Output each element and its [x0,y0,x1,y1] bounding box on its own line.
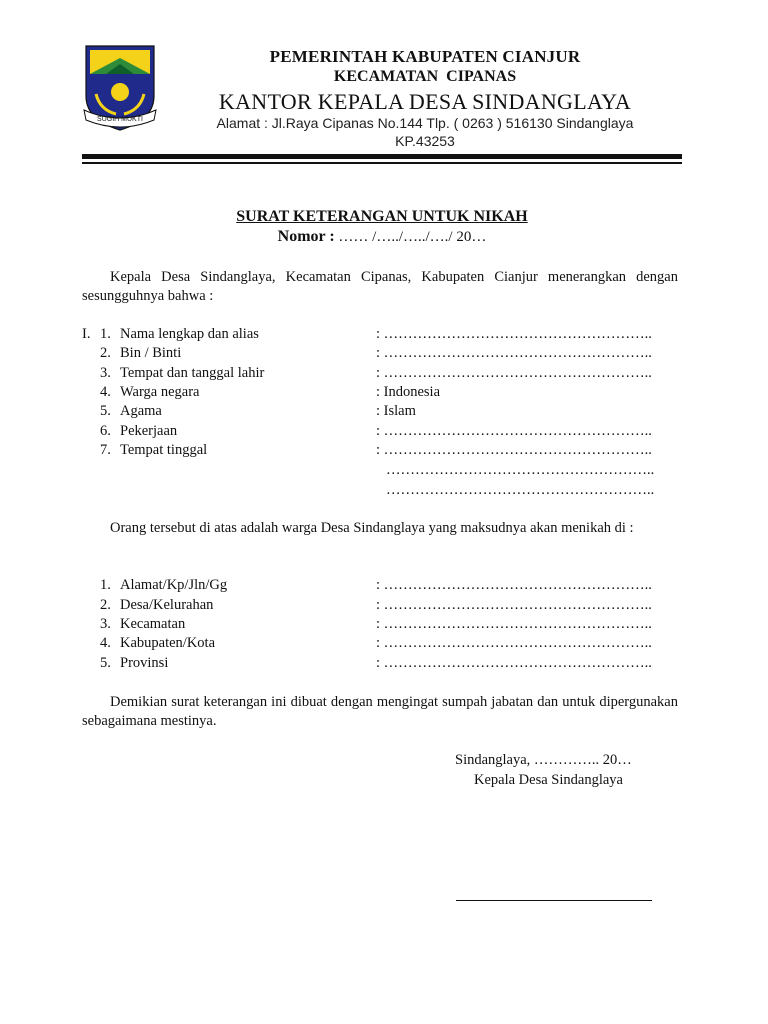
field-row [100,422,700,441]
field-number: 3. [100,365,111,381]
field-number: 4. [100,635,111,651]
field-number: 2. [100,597,111,613]
field-label: Agama [120,403,162,419]
field-value: : ……………………………………………….. [376,442,652,458]
middle-text: Orang tersebut di atas adalah warga Desa Sindanglaya yang maksudnya akan menikah di : [110,520,634,536]
closing-text: Demikian surat keterangan ini dibuat dengan mengingat sumpah jabatan dan untuk dipergunakan sebagaimana mestinya. [82,694,678,729]
header-address: Alamat : Jl.Raya Cipanas No.144 Tlp. ( 0263 ) 516130 Sindanglaya [216,115,634,131]
header-district: KECAMATAN CIPANAS [333,68,517,85]
header-divider-thin [82,162,682,164]
field-value: : ……………………………………………….. [376,635,652,651]
field-value: : ……………………………………………….. [376,423,652,439]
document-number [82,228,682,246]
field-value: : Islam [376,403,416,419]
field-label: Warga negara [120,384,200,400]
field-label: Tempat dan tanggal lahir [120,365,265,381]
field-row [100,615,700,634]
signature-place-date: Sindanglaya, ………….. 20… [455,752,632,768]
address-continuation-line: ……………………………………………….. [386,482,655,498]
document-number-value: …… /…../…../…./ 20… [338,229,487,245]
field-label: Nama lengkap dan alias [120,326,259,342]
field-value: : ……………………………………………….. [376,655,652,671]
field-value: : ……………………………………………….. [376,365,652,381]
field-row [100,441,700,460]
field-row [100,325,700,344]
field-number: 3. [100,616,111,632]
section-marker: I. [82,326,91,342]
header-postal-code: KP.43253 [395,133,455,149]
field-number: 1. [100,577,111,593]
field-number: 7. [100,442,111,458]
field-row [100,364,700,383]
field-number: 4. [100,384,111,400]
field-number: 1. [100,326,111,342]
closing-paragraph [82,693,678,731]
field-label: Bin / Binti [120,345,182,361]
logo-ribbon-text: SUGIH MUKTI [97,116,143,123]
field-label: Alamat/Kp/Jln/Gg [120,577,228,593]
field-row [100,654,700,673]
field-row [100,596,700,615]
document-number-label: Nomor : [277,228,335,245]
header-divider-thick [82,154,682,159]
field-value: : ……………………………………………….. [376,597,652,613]
regency-emblem-logo [82,44,158,132]
field-row [100,402,700,421]
header-office: KANTOR KEPALA DESA SINDANGLAYA [218,89,632,114]
field-label: Desa/Kelurahan [120,597,214,613]
intro-paragraph [82,268,678,306]
signature-title: Kepala Desa Sindanglaya [474,772,623,788]
field-number: 5. [100,655,111,671]
field-value: : ……………………………………………….. [376,616,652,632]
field-row [100,383,700,402]
middle-paragraph [82,519,678,538]
field-row [100,344,700,363]
field-label: Kecamatan [120,616,186,632]
document-title: SURAT KETERANGAN UNTUK NIKAH [236,208,528,225]
intro-text: Kepala Desa Sindanglaya, Kecamatan Cipanas, Kabupaten Cianjur menerangkan dengan sesungguhnya bahwa : [82,269,678,304]
header-government: PEMERINTAH KABUPATEN CIANJUR [269,47,581,66]
field-row [100,576,700,595]
signature-line [456,900,652,901]
field-label: Provinsi [120,655,169,671]
field-label: Tempat tinggal [120,442,208,458]
field-number: 6. [100,423,111,439]
address-continuation-line: ……………………………………………….. [386,462,655,478]
field-value: : ……………………………………………….. [376,345,652,361]
field-label: Pekerjaan [120,423,178,439]
field-label: Kabupaten/Kota [120,635,216,651]
field-number: 5. [100,403,111,419]
field-value: : ……………………………………………….. [376,326,652,342]
field-row [100,634,700,653]
field-value: : Indonesia [376,384,441,400]
field-value: : ……………………………………………….. [376,577,652,593]
field-number: 2. [100,345,111,361]
